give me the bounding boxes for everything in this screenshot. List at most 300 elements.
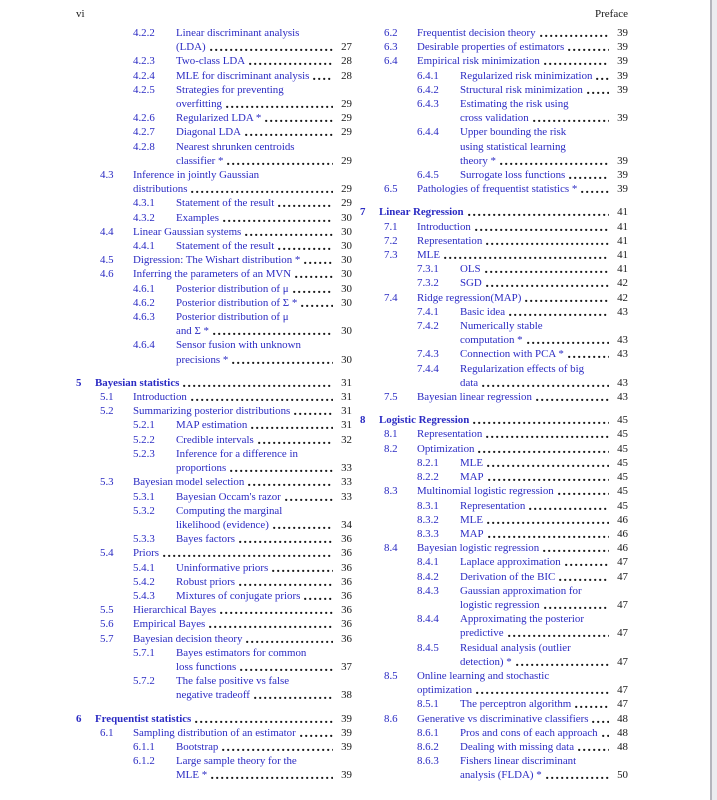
entry-page: 31 <box>341 376 352 389</box>
entry-page: 43 <box>617 348 628 361</box>
toc-entry-line[interactable] <box>360 740 628 754</box>
entry-number: 6.4.1 <box>417 69 439 82</box>
entry-text: Summarizing posterior distributions <box>133 405 291 418</box>
toc-entry-line[interactable] <box>360 333 628 347</box>
entry-number: 8.4 <box>384 542 398 555</box>
entry-text: Dealing with missing data <box>460 740 575 753</box>
dot-leader <box>500 154 609 168</box>
toc-entry-line[interactable] <box>360 376 628 390</box>
toc-entry-line[interactable] <box>76 225 352 239</box>
dot-leader <box>540 26 609 40</box>
toc-entry-line[interactable] <box>360 754 628 768</box>
toc-entry-line[interactable] <box>76 40 352 54</box>
toc-entry-line[interactable] <box>360 182 628 196</box>
toc-entry-line[interactable] <box>76 404 352 418</box>
entry-text: Pathologies of frequentist statistics * <box>417 183 578 196</box>
entry-page: 33 <box>341 476 352 489</box>
entry-text: Statement of the result <box>176 197 275 210</box>
toc-entry-line[interactable] <box>76 267 352 281</box>
toc-entry-line[interactable] <box>76 475 352 489</box>
entry-text: detection) * <box>460 655 512 668</box>
entry-page: 30 <box>341 225 352 238</box>
entry-number: 6.3 <box>384 41 398 54</box>
entry-text: Hierarchical Bayes <box>133 604 217 617</box>
entry-page: 39 <box>617 83 628 96</box>
toc-entry-line[interactable] <box>76 69 352 83</box>
toc-entry-line[interactable] <box>360 362 628 376</box>
toc-entry-line[interactable] <box>360 598 628 612</box>
toc-entry-line[interactable] <box>360 712 628 726</box>
entry-text: Examples <box>176 211 219 224</box>
toc-entry-line[interactable] <box>76 125 352 139</box>
entry-text: Posterior distribution of μ <box>176 311 289 324</box>
toc-entry-line[interactable] <box>360 555 628 569</box>
entry-number: 5.3.1 <box>133 490 155 503</box>
dot-leader <box>304 589 333 603</box>
entry-number: 4.6.3 <box>133 311 155 324</box>
entry-number: 8.6 <box>384 712 398 725</box>
entry-text: Fishers linear discriminant <box>460 755 577 768</box>
entry-number: 8.5 <box>384 669 398 682</box>
entry-page: 48 <box>617 726 628 739</box>
entry-number: 6.5 <box>384 183 398 196</box>
toc-entry-line[interactable] <box>76 575 352 589</box>
entry-number: 6.4.2 <box>417 83 439 96</box>
dot-leader <box>293 282 333 296</box>
toc-entry-line[interactable] <box>76 253 352 267</box>
entry-text: MLE <box>460 456 483 469</box>
toc-entry-line[interactable] <box>360 584 628 598</box>
entry-text: Online learning and stochastic <box>417 669 550 682</box>
entry-text: Surrogate loss functions <box>460 169 566 182</box>
entry-number: 4.5 <box>100 254 114 267</box>
toc-entry-line[interactable] <box>360 513 628 527</box>
toc-entry-line[interactable] <box>76 504 352 518</box>
entry-text: Robust priors <box>176 575 235 588</box>
toc-entry-line[interactable] <box>76 310 352 324</box>
toc-entry-line[interactable] <box>76 646 352 660</box>
toc-entry-line[interactable] <box>76 282 352 296</box>
entry-text: Diagonal LDA <box>176 126 242 139</box>
toc-entry-line[interactable] <box>360 125 628 139</box>
dot-leader <box>300 726 333 740</box>
entry-text: Linear Regression <box>379 206 464 219</box>
entry-text: Bayesian statistics <box>95 376 180 389</box>
toc-entry-line[interactable] <box>76 632 352 646</box>
entry-page: 39 <box>617 55 628 68</box>
toc-entry-line[interactable] <box>76 418 352 432</box>
toc-entry-line[interactable] <box>360 683 628 697</box>
entry-text: The perceptron algorithm <box>460 698 572 711</box>
toc-entry-line[interactable] <box>360 484 628 498</box>
entry-page: 46 <box>617 513 628 526</box>
entry-page: 42 <box>617 291 628 304</box>
dot-leader <box>258 433 333 447</box>
dot-leader <box>486 427 609 441</box>
entry-page: 30 <box>341 282 352 295</box>
toc-entry-line[interactable] <box>360 262 628 276</box>
toc-entry-line[interactable] <box>360 140 628 154</box>
entry-text: The false positive vs false <box>176 675 290 688</box>
toc-entry-line[interactable] <box>360 69 628 83</box>
entry-page: 27 <box>341 41 352 54</box>
entry-page: 28 <box>341 55 352 68</box>
entry-number: 7.4.4 <box>417 362 439 375</box>
dot-leader <box>487 513 609 527</box>
dot-leader <box>248 475 333 489</box>
entry-number: 5.3.3 <box>133 533 155 546</box>
entry-page: 38 <box>341 689 352 702</box>
entry-page: 36 <box>341 533 352 546</box>
toc-entry-line[interactable] <box>360 499 628 513</box>
toc-entry-line[interactable] <box>76 239 352 253</box>
toc-entry-line[interactable] <box>76 490 352 504</box>
toc-entry-line[interactable] <box>76 726 352 740</box>
toc-entry-line[interactable] <box>76 740 352 754</box>
toc-entry-line[interactable] <box>360 697 628 711</box>
toc-entry-line[interactable] <box>360 154 628 168</box>
toc-entry-line[interactable] <box>360 390 628 404</box>
dot-leader <box>245 125 333 139</box>
toc-entry-line[interactable] <box>360 570 628 584</box>
entry-text: Bootstrap <box>176 740 219 753</box>
entry-text: computation * <box>460 334 523 347</box>
entry-number: 5.2.2 <box>133 433 155 446</box>
entry-number: 6.4 <box>384 55 398 68</box>
toc-entry-line[interactable] <box>360 669 628 683</box>
entry-text: Ridge regression(MAP) <box>417 291 522 304</box>
entry-text: Posterior distribution of Σ * <box>176 296 298 309</box>
toc-entry-line[interactable] <box>360 427 628 441</box>
toc-entry-line[interactable] <box>76 660 352 674</box>
entry-number: 7.5 <box>384 391 398 404</box>
entry-page: 45 <box>617 499 628 512</box>
entry-page: 41 <box>617 263 628 276</box>
toc-entry-line[interactable] <box>360 248 628 262</box>
entry-text: classifier * <box>176 154 224 167</box>
dot-leader <box>482 376 609 390</box>
dot-leader <box>227 154 333 168</box>
dot-leader <box>544 598 609 612</box>
toc-entry-line[interactable] <box>360 527 628 541</box>
dot-leader <box>568 40 609 54</box>
toc-entry-line[interactable] <box>76 182 352 196</box>
entry-text: Bayesian model selection <box>133 476 245 489</box>
toc-entry-line[interactable] <box>76 97 352 111</box>
toc-entry-line[interactable] <box>76 54 352 68</box>
entry-page: 36 <box>341 632 352 645</box>
entry-text: Estimating the risk using <box>460 98 569 111</box>
dot-leader <box>559 570 609 584</box>
dot-leader <box>213 324 333 338</box>
entry-number: 6.4.5 <box>417 169 439 182</box>
entry-number: 4.6 <box>100 268 114 281</box>
entry-text: Generative vs discriminative classifiers <box>417 712 589 725</box>
dot-leader <box>596 69 609 83</box>
entry-number: 8.5.1 <box>417 698 439 711</box>
entry-text: OLS <box>460 263 481 276</box>
entry-number: 5 <box>76 376 82 389</box>
entry-number: 8.6.1 <box>417 726 439 739</box>
dot-leader <box>487 456 609 470</box>
dot-leader <box>486 234 609 248</box>
dot-leader <box>478 442 609 456</box>
toc-entry-line[interactable] <box>360 234 628 248</box>
toc-entry-line[interactable] <box>76 376 352 390</box>
toc-entry-line[interactable] <box>360 347 628 361</box>
entry-text: Structural risk minimization <box>460 83 583 96</box>
entry-number: 8.3 <box>384 485 398 498</box>
entry-page: 31 <box>341 391 352 404</box>
entry-text: MLE * <box>176 769 208 782</box>
toc-entry-line[interactable] <box>360 319 628 333</box>
entry-number: 7.3 <box>384 249 398 262</box>
dot-leader <box>543 541 609 555</box>
entry-number: 5.2.1 <box>133 419 155 432</box>
toc-entry-line[interactable] <box>360 97 628 111</box>
entry-text: likelihood (evidence) <box>176 518 269 531</box>
toc-entry-line[interactable] <box>76 546 352 560</box>
toc-entry-line[interactable] <box>76 211 352 225</box>
toc-entry-line[interactable] <box>76 353 352 367</box>
toc-entry-line[interactable] <box>360 111 628 125</box>
toc-entry-line[interactable] <box>360 26 628 40</box>
entry-number: 4.3 <box>100 169 114 182</box>
dot-leader <box>473 413 609 427</box>
toc-entry-line[interactable] <box>76 674 352 688</box>
entry-number: 8.2.1 <box>417 456 439 469</box>
dot-leader <box>240 660 333 674</box>
toc-entry-line[interactable] <box>360 205 628 219</box>
dot-leader <box>301 296 333 310</box>
entry-text: theory * <box>460 154 496 167</box>
entry-page: 39 <box>617 154 628 167</box>
entry-number: 8.1 <box>384 428 398 441</box>
entry-number: 7 <box>360 206 366 219</box>
dot-leader <box>230 461 333 475</box>
entry-text: loss functions <box>176 660 237 673</box>
toc-entry-line[interactable] <box>360 83 628 97</box>
toc-entry-line[interactable] <box>76 688 352 702</box>
entry-text: Optimization <box>417 442 475 455</box>
entry-number: 7.4 <box>384 291 398 304</box>
entry-number: 4.6.1 <box>133 282 155 295</box>
dot-leader <box>191 390 333 404</box>
dot-leader <box>254 688 333 702</box>
entry-page: 46 <box>617 527 628 540</box>
toc-entry-line[interactable] <box>76 433 352 447</box>
entry-page: 30 <box>341 268 352 281</box>
toc-entry-line[interactable] <box>76 561 352 575</box>
dot-leader <box>533 111 609 125</box>
toc-entry-line[interactable] <box>360 40 628 54</box>
entry-number: 8.4.2 <box>417 570 439 583</box>
entry-text: analysis (FLDA) * <box>460 769 542 782</box>
entry-page: 48 <box>617 740 628 753</box>
entry-text: Gaussian approximation for <box>460 584 582 597</box>
entry-number: 4.3.1 <box>133 197 155 210</box>
entry-text: negative tradeoff <box>176 689 250 702</box>
entry-page: 33 <box>341 462 352 475</box>
entry-page: 30 <box>341 325 352 338</box>
entry-page: 29 <box>341 112 352 125</box>
entry-text: Bayes factors <box>176 533 235 546</box>
entry-text: cross validation <box>460 112 529 125</box>
toc-entry-line[interactable] <box>76 461 352 475</box>
toc-entry-line[interactable] <box>360 726 628 740</box>
entry-page: 45 <box>617 428 628 441</box>
toc-entry-line[interactable] <box>360 768 628 782</box>
toc-entry-line[interactable] <box>76 111 352 125</box>
toc-entry-line[interactable] <box>76 154 352 168</box>
toc-entry-line[interactable] <box>360 641 628 655</box>
entry-page: 34 <box>341 518 352 531</box>
entry-text: Computing the marginal <box>176 504 283 517</box>
entry-text: Frequentist decision theory <box>417 27 536 39</box>
entry-text: using statistical learning <box>460 140 566 153</box>
entry-text: Derivation of the BIC <box>460 570 556 583</box>
toc-entry-line[interactable] <box>360 655 628 669</box>
entry-text: Nearest shrunken centroids <box>176 140 295 153</box>
entry-text: Pros and cons of each approach <box>460 726 598 739</box>
toc-entry-line[interactable] <box>76 390 352 404</box>
entry-number: 5.4.3 <box>133 589 155 602</box>
toc-entry-line[interactable] <box>360 220 628 234</box>
entry-text: Bayesian logistic regression <box>417 542 540 555</box>
dot-leader <box>210 40 333 54</box>
entry-page: 45 <box>617 414 628 427</box>
dot-leader <box>587 83 609 97</box>
entry-page: 50 <box>617 769 628 782</box>
toc-entry-line[interactable] <box>76 754 352 768</box>
toc-entry-line[interactable] <box>76 296 352 310</box>
entry-page: 41 <box>617 249 628 262</box>
entry-page: 33 <box>341 490 352 503</box>
dot-leader <box>245 225 333 239</box>
entry-number: 5.4.2 <box>133 575 155 588</box>
dot-leader <box>265 111 333 125</box>
entry-text: Regularized risk minimization <box>460 69 593 82</box>
entry-page: 39 <box>617 183 628 196</box>
entry-text: Approximating the posterior <box>460 613 585 626</box>
toc-entry-line[interactable] <box>360 541 628 555</box>
dot-leader <box>251 418 333 432</box>
dot-leader <box>444 248 609 262</box>
entry-text: Inference for a difference in <box>176 447 298 460</box>
entry-text: MLE <box>460 513 483 526</box>
dot-leader <box>488 527 609 541</box>
dot-leader <box>525 291 609 305</box>
toc-entry-line[interactable] <box>76 768 352 782</box>
entry-text: Uninformative priors <box>176 561 269 574</box>
entry-number: 4.4 <box>100 225 114 238</box>
toc-entry-line[interactable] <box>76 712 352 726</box>
entry-page: 46 <box>617 542 628 555</box>
toc-entry-line[interactable] <box>76 140 352 154</box>
toc-entry-line[interactable] <box>76 617 352 631</box>
entry-number: 5.4.1 <box>133 561 155 574</box>
dot-leader <box>488 470 609 484</box>
entry-page: 39 <box>341 740 352 753</box>
entry-page: 29 <box>341 183 352 196</box>
dot-leader <box>304 253 333 267</box>
entry-number: 8.4.5 <box>417 641 439 654</box>
toc-entry-line[interactable] <box>360 168 628 182</box>
entry-text: Upper bounding the risk <box>460 126 567 139</box>
entry-text: (LDA) <box>176 41 206 54</box>
toc-entry-line[interactable] <box>360 442 628 456</box>
toc-entry-line[interactable] <box>360 276 628 290</box>
entry-text: Statement of the result <box>176 240 275 253</box>
dot-leader <box>565 555 609 569</box>
dot-leader <box>226 97 333 111</box>
toc-entry-line[interactable] <box>360 305 628 319</box>
dot-leader <box>249 54 333 68</box>
entry-page: 47 <box>617 627 628 640</box>
entry-page: 39 <box>617 112 628 125</box>
entry-page: 45 <box>617 456 628 469</box>
dot-leader <box>295 267 333 281</box>
toc-entry-line[interactable] <box>76 603 352 617</box>
toc-entry-line[interactable] <box>76 338 352 352</box>
entry-number: 8.2.2 <box>417 471 439 484</box>
toc-entry-line[interactable] <box>76 447 352 461</box>
entry-number: 5.7 <box>100 632 114 645</box>
toc-entry-line[interactable] <box>76 589 352 603</box>
entry-text: Strategies for preventing <box>176 83 284 96</box>
dot-leader <box>529 499 609 513</box>
entry-text: Linear discriminant analysis <box>176 27 300 39</box>
entry-text: data <box>460 376 479 389</box>
toc-entry-line[interactable] <box>360 291 628 305</box>
toc-entry-line[interactable] <box>360 54 628 68</box>
toc-entry-line[interactable] <box>76 518 352 532</box>
entry-text: MLE <box>417 249 440 262</box>
toc-entry-line[interactable] <box>76 26 352 40</box>
dot-leader <box>222 740 333 754</box>
entry-number: 5.7.1 <box>133 646 155 659</box>
toc-entry-line[interactable] <box>76 196 352 210</box>
entry-page: 39 <box>617 69 628 82</box>
entry-page: 29 <box>341 154 352 167</box>
entry-text: MAP <box>460 527 484 540</box>
entry-number: 8.4.1 <box>417 556 439 569</box>
entry-text: Regularization effects of big <box>460 362 585 375</box>
toc-entry-line[interactable] <box>360 413 628 427</box>
toc-entry-line[interactable] <box>360 626 628 640</box>
toc-entry-line[interactable] <box>360 456 628 470</box>
entry-number: 7.4.1 <box>417 305 439 318</box>
entry-text: Numerically stable <box>460 320 543 333</box>
entry-number: 6.1.2 <box>133 755 155 768</box>
entry-number: 8.6.3 <box>417 755 439 768</box>
entry-text: Inferring the parameters of an MVN <box>133 268 292 281</box>
entry-text: Empirical Bayes <box>133 618 206 631</box>
entry-text: Desirable properties of estimators <box>417 41 565 54</box>
dot-leader <box>209 617 333 631</box>
toc-entry-line[interactable] <box>76 168 352 182</box>
entry-page: 43 <box>617 305 628 318</box>
entry-text: MAP estimation <box>176 419 248 432</box>
toc-entry-line[interactable] <box>360 612 628 626</box>
toc-entry-line[interactable] <box>76 83 352 97</box>
entry-page: 45 <box>617 442 628 455</box>
entry-page: 47 <box>617 698 628 711</box>
dot-leader <box>313 69 333 83</box>
toc-entry-line[interactable] <box>76 324 352 338</box>
toc-entry-line[interactable] <box>76 532 352 546</box>
toc-entry-line[interactable] <box>360 470 628 484</box>
